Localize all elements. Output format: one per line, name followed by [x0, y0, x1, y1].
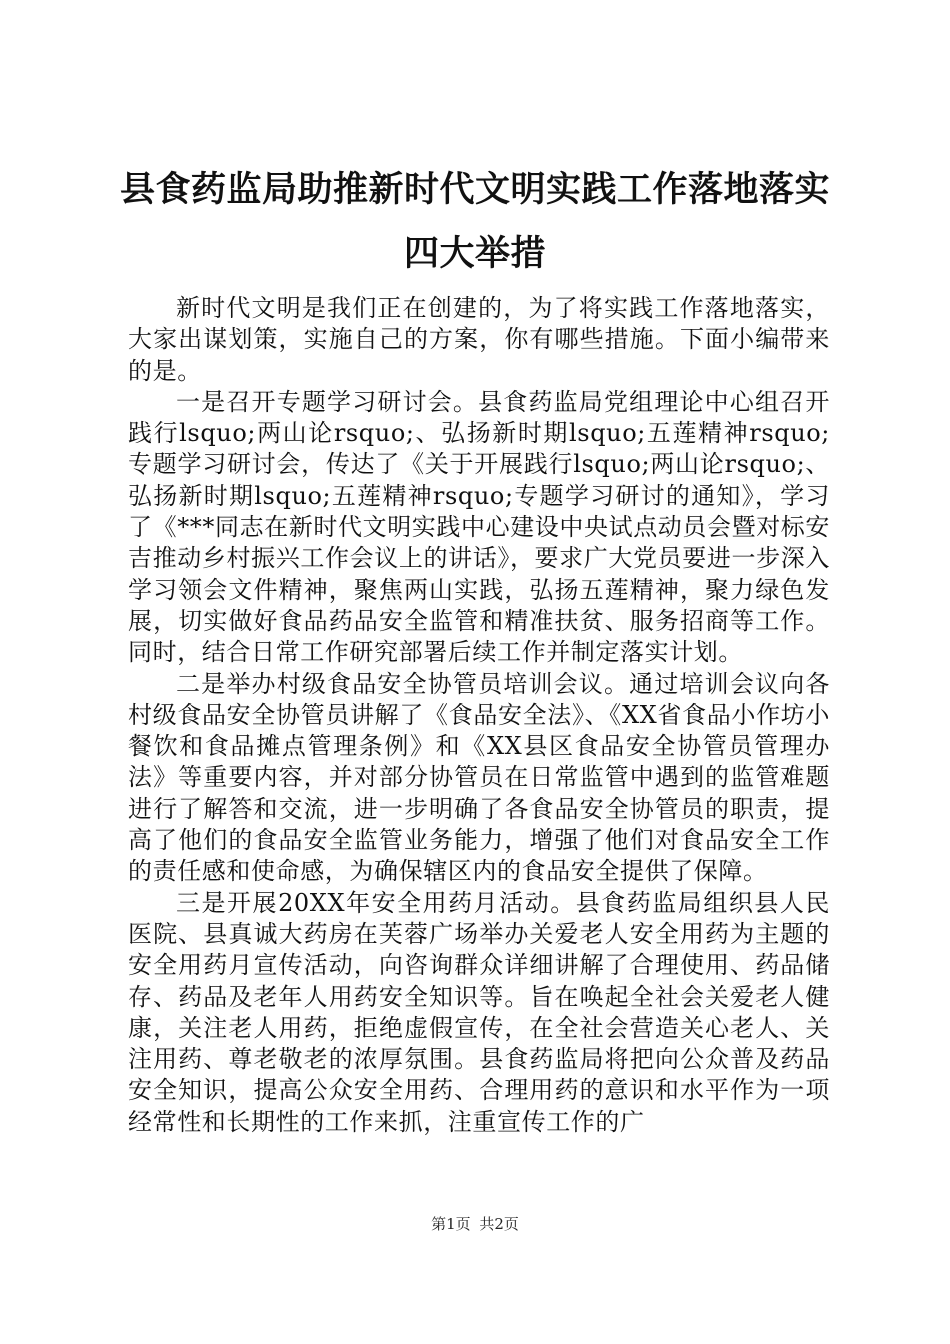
- paragraph-measure-3: 三是开展20XX年安全用药月活动。县食药监局组织县人民医院、县真诚大药房在芙蓉广场举办关爱老人安全用药为主题的安全用药月宣传活动，向咨询群众详细讲解了合理使用、药品储存、药品及老年人用药安全知识等。旨在唤起全社会关爱老人健康，关注老人用药，拒绝虚假宣传，在全社会营造关心老人、关注用药、尊老敬老的浓厚氛围。县食药监局将把向公众普及药品安全知识，提高公众安全用药、合理用药的意识和水平作为一项经常性和长期性的工作来抓，注重宣传工作的广: [128, 888, 830, 1136]
- title-line-2: 四大举措: [403, 234, 546, 274]
- page-number: 第1页: [431, 1215, 471, 1233]
- paragraph-measure-1: 一是召开专题学习研讨会。县食药监局党组理论中心组召开践行lsquo;两山论rsquo;、弘扬新时期lsquo;五莲精神rsquo;专题学习研讨会，传达了《关于开展践行lsquo;两山论rsquo;、弘扬新时期lsquo;五莲精神rsquo;专题学习研讨的通知》，学习了《***同志在新时代文明实践中心建设中央试点动员会暨对标安吉推动乡村振兴工作会议上的讲话》，要求广大党员要进一步深入学习领会文件精神，聚焦两山实践，弘扬五莲精神，聚力绿色发展，切实做好食品药品安全监管和精准扶贫、服务招商等工作。同时，结合日常工作研究部署后续工作并制定落实计划。: [128, 387, 830, 667]
- title-line-1: 县食药监局助推新时代文明实践工作落地落实: [119, 170, 830, 210]
- document-body: [128, 293, 830, 1138]
- paragraph-measure-2: 二是举办村级食品安全协管员培训会议。通过培训会议向各村级食品安全协管员讲解了《食品安全法》、《XX省食品小作坊小餐饮和食品摊点管理条例》和《XX县区食品安全协管员管理办法》等重要内容，并对部分协管员在日常监管中遇到的监管难题进行了解答和交流，进一步明确了各食品安全协管员的职责，提高了他们的食品安全监管业务能力，增强了他们对食品安全工作的责任感和使命感，为确保辖区内的食品安全提供了保障。: [128, 669, 830, 886]
- page-footer: [0, 1214, 950, 1234]
- document-title: [110, 158, 840, 286]
- paragraph-intro: 新时代文明是我们正在创建的，为了将实践工作落地落实，大家出谋划策，实施自己的方案，你有哪些措施。下面小编带来的是。: [128, 294, 830, 385]
- page-total: 共2页: [479, 1215, 519, 1233]
